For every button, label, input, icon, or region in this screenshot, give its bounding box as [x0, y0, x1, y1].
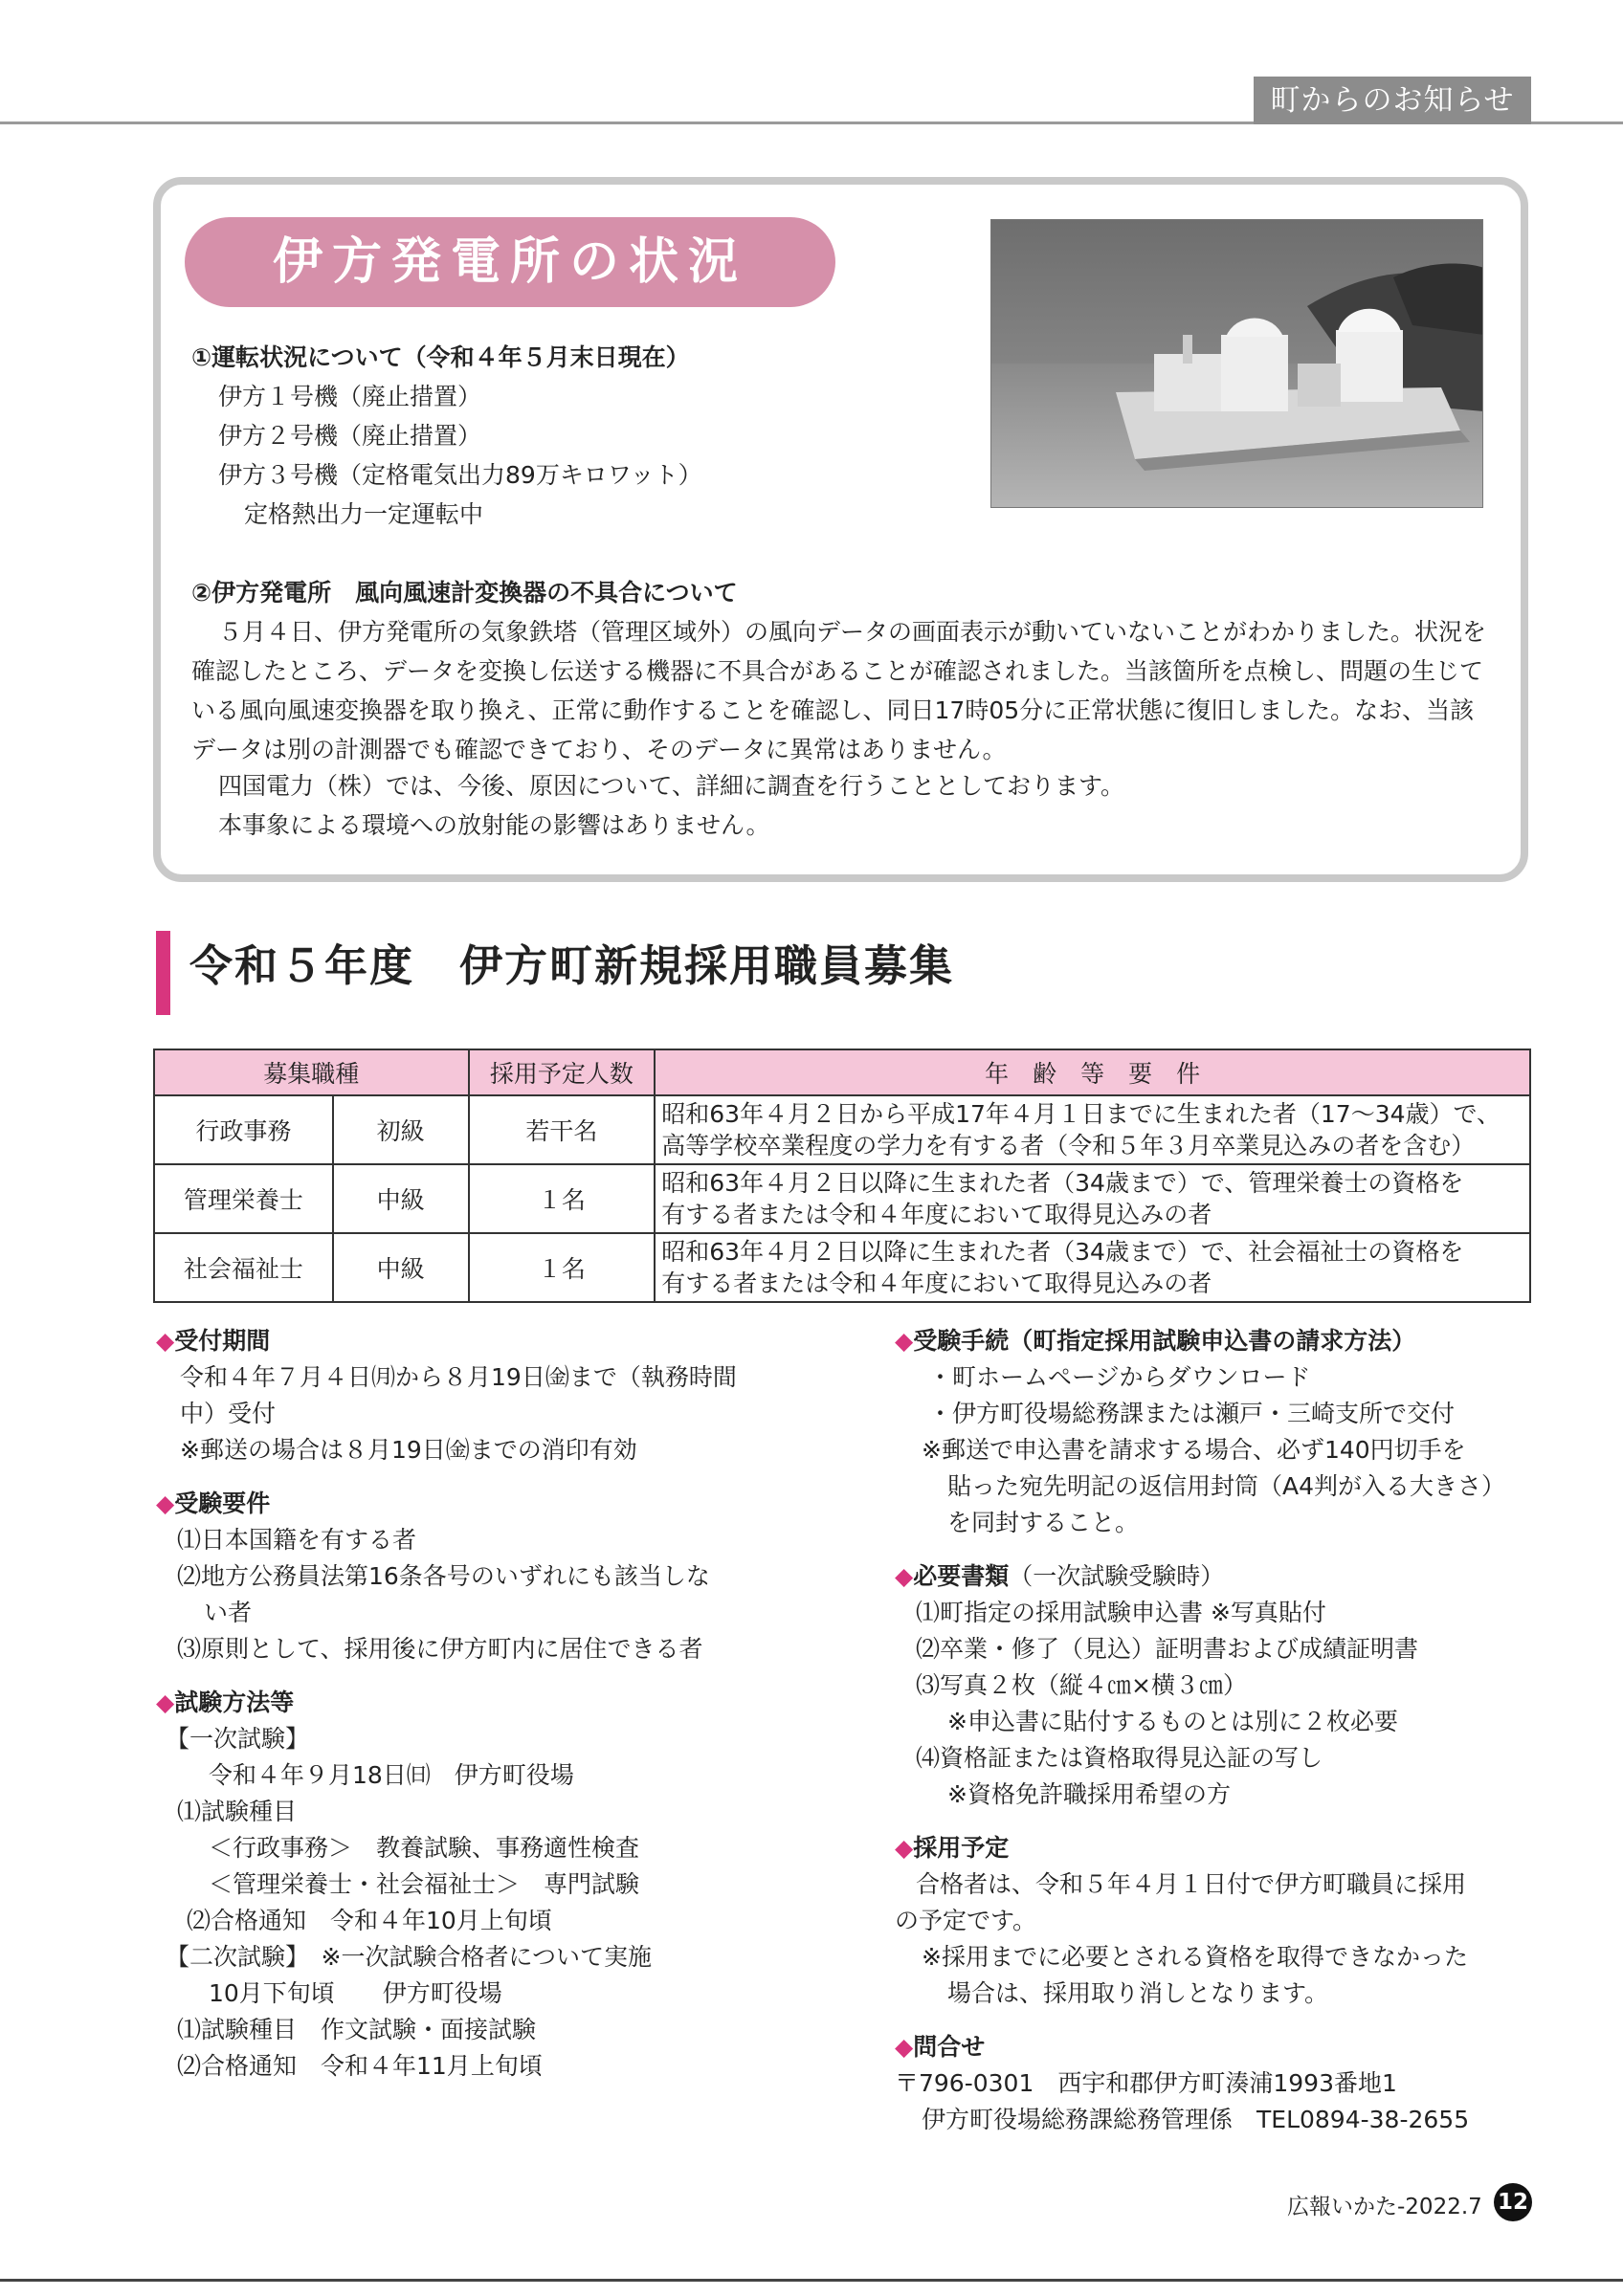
contact-line: 〒796-0301 西宇和郡伊方町湊浦1993番地1	[895, 2069, 1397, 2097]
docs-heading: ◆必要書類（一次試験受験時）	[895, 1562, 1225, 1590]
req-line: 昭和63年４月２日以降に生まれた者（34歳まで）で、管理栄養士の資格を	[661, 1169, 1464, 1197]
exam-line: 【一次試験】	[166, 1725, 310, 1753]
req-line: 有する者または令和４年度において取得見込みの者	[661, 1269, 1212, 1297]
s2-heading: ②伊方発電所 風向風速計変換器の不具合について	[191, 579, 738, 607]
s2-paragraph-1: ５月４日、伊方発電所の気象鉄塔（管理区域外）の風向データの画面表示が動いていないことがわかりました。状況を確認したところ、データを変換し伝送する機器に不具合があることが確認されました。当該箇所を点検し、問題の生じている風向風速変換器を取り換え、正常に動作することを確認し、同日17時05分に正常状態に復旧しました。なお、当該データは別の計測器でも確認できており、そのデータに異常はありません。	[191, 618, 1487, 763]
table-row	[154, 1233, 1530, 1302]
req-line: ⑴日本国籍を有する者	[177, 1526, 417, 1554]
req-heading: ◆受験要件	[156, 1490, 271, 1517]
proc-line: を同封すること。	[947, 1509, 1140, 1536]
s1-line-2: 伊方２号機（廃止措置）	[218, 422, 482, 450]
cell-count: 若干名	[469, 1095, 656, 1164]
power-plant-photo	[990, 219, 1483, 508]
header-job: 募集職種	[154, 1049, 469, 1095]
plan-line: ※採用までに必要とされる資格を取得できなかった	[922, 1943, 1468, 1971]
req-line: 昭和63年４月２日以降に生まれた者（34歳まで）で、社会福祉士の資格を	[661, 1238, 1464, 1266]
proc-line: ・町ホームページからダウンロード	[928, 1363, 1311, 1391]
exam-line: 【二次試験】 ※一次試験合格者について実施	[166, 1943, 652, 1971]
diamond-icon: ◆	[156, 1689, 175, 1716]
proc-line: ※郵送で申込書を請求する場合、必ず140円切手を	[922, 1436, 1466, 1464]
req-line: 昭和63年４月２日から平成17年４月１日までに生まれた者（17〜34歳）で、	[661, 1100, 1501, 1128]
exam-line: ⑵合格通知 令和４年11月上旬頃	[177, 2052, 543, 2080]
period-line: ※郵送の場合は８月19日㈮までの消印有効	[180, 1436, 637, 1464]
req-line: ⑶原則として、採用後に伊方町内に居住できる者	[177, 1635, 703, 1663]
cell-job: 行政事務	[154, 1095, 333, 1164]
period-line: 中）受付	[180, 1400, 277, 1427]
diamond-icon: ◆	[895, 2033, 914, 2061]
cell-grade: 中級	[333, 1164, 469, 1233]
requirements-table	[153, 1049, 1531, 1303]
period-heading: ◆受付期間	[156, 1327, 271, 1355]
diamond-icon: ◆	[156, 1490, 175, 1517]
plan-line: 場合は、採用取り消しとなります。	[947, 1979, 1329, 2007]
proc-line: ・伊方町役場総務課または瀬戸・三崎支所で交付	[928, 1400, 1456, 1427]
docs-note: （一次試験受験時）	[1009, 1562, 1225, 1590]
req-line: い者	[204, 1599, 253, 1626]
diamond-icon: ◆	[895, 1327, 914, 1355]
contact-heading: ◆問合せ	[895, 2033, 986, 2061]
exam-line: ＜行政事務＞ 教養試験、事務適性検査	[209, 1834, 640, 1862]
contact-line: 伊方町役場総務課総務管理係 TEL0894-38-2655	[922, 2106, 1470, 2133]
plan-line: の予定です。	[895, 1907, 1037, 1934]
cell-requirements	[655, 1095, 1530, 1164]
header-count: 採用予定人数	[469, 1049, 656, 1095]
req-line: 有する者または令和４年度において取得見込みの者	[661, 1201, 1212, 1228]
docs-line: ※申込書に貼付するものとは別に２枚必要	[947, 1708, 1398, 1735]
docs-line: ⑷資格証または資格取得見込証の写し	[916, 1744, 1323, 1772]
diamond-icon: ◆	[895, 1834, 914, 1862]
section-tag: 町からのお知らせ	[1254, 77, 1531, 124]
proc-line: 貼った宛先明記の返信用封筒（A4判が入る大きさ）	[947, 1472, 1506, 1500]
s1-line-3: 伊方３号機（定格電気出力89万キロワット）	[218, 461, 702, 489]
s1-line-1: 伊方１号機（廃止措置）	[218, 383, 482, 410]
page-number: 12	[1494, 2183, 1532, 2221]
table-row	[154, 1164, 1530, 1233]
footer-publication: 広報いかた-2022.7	[1287, 2195, 1482, 2219]
req-line: ⑵地方公務員法第16条各号のいずれにも該当しな	[177, 1562, 710, 1590]
docs-line: ※資格免許職採用希望の方	[947, 1780, 1231, 1808]
diamond-icon: ◆	[895, 1562, 914, 1590]
proc-heading: ◆受験手続（町指定採用試験申込書の請求方法）	[895, 1327, 1416, 1355]
docs-line: ⑴町指定の採用試験申込書 ※写真貼付	[916, 1599, 1326, 1626]
s2-paragraph-3: 本事象による環境への放射能の影響はありません。	[218, 811, 770, 839]
cell-grade: 中級	[333, 1233, 469, 1302]
exam-line: ＜管理栄養士・社会福祉士＞ 専門試験	[209, 1870, 640, 1898]
header-requirements: 年 齢 等 要 件	[655, 1049, 1530, 1095]
table-row	[154, 1095, 1530, 1164]
exam-line: ⑵合格通知 令和４年10月上旬頃	[187, 1907, 552, 1934]
exam-heading: ◆試験方法等	[156, 1689, 295, 1716]
docs-line: ⑵卒業・修了（見込）証明書および成績証明書	[916, 1635, 1419, 1663]
cell-requirements	[655, 1164, 1530, 1233]
exam-line: ⑴試験種目 作文試験・面接試験	[177, 2016, 537, 2043]
s1-heading: ①運転状況について（令和４年５月末日現在）	[191, 343, 690, 371]
cell-job: 社会福祉士	[154, 1233, 333, 1302]
exam-line: 令和４年９月18日㈰ 伊方町役場	[209, 1761, 574, 1789]
cell-count: １名	[469, 1164, 656, 1233]
cell-count: １名	[469, 1233, 656, 1302]
right-column	[895, 1323, 1531, 2138]
recruit-title: 令和５年度 伊方町新規採用職員募集	[189, 940, 955, 991]
s2-paragraph-2: 四国電力（株）では、今後、原因について、詳細に調査を行うこととしております。	[218, 772, 1125, 800]
diamond-icon: ◆	[156, 1327, 175, 1355]
left-column	[156, 1323, 807, 2085]
s1-line-4: 定格熱出力一定運転中	[244, 500, 484, 528]
exam-line: ⑴試験種目	[177, 1798, 298, 1825]
cell-requirements	[655, 1233, 1530, 1302]
table-header-row	[154, 1049, 1530, 1095]
footer-rule	[0, 2279, 1623, 2282]
exam-line: 10月下旬頃 伊方町役場	[209, 1979, 502, 2007]
docs-line: ⑶写真２枚（縦４㎝×横３㎝）	[916, 1671, 1247, 1699]
cell-grade: 初級	[333, 1095, 469, 1164]
period-line: 令和４年７月４日㈪から８月19日㈮まで（執務時間	[180, 1363, 737, 1391]
plan-heading: ◆採用予定	[895, 1834, 1010, 1862]
recruit-accent-bar	[156, 931, 170, 1015]
cell-job: 管理栄養士	[154, 1164, 333, 1233]
req-line: 高等学校卒業程度の学力を有する者（令和５年３月卒業見込みの者を含む）	[661, 1132, 1476, 1159]
ikata-title: 伊方発電所の状況	[185, 217, 835, 307]
plan-line: 合格者は、令和５年４月１日付で伊方町職員に採用	[916, 1870, 1467, 1898]
